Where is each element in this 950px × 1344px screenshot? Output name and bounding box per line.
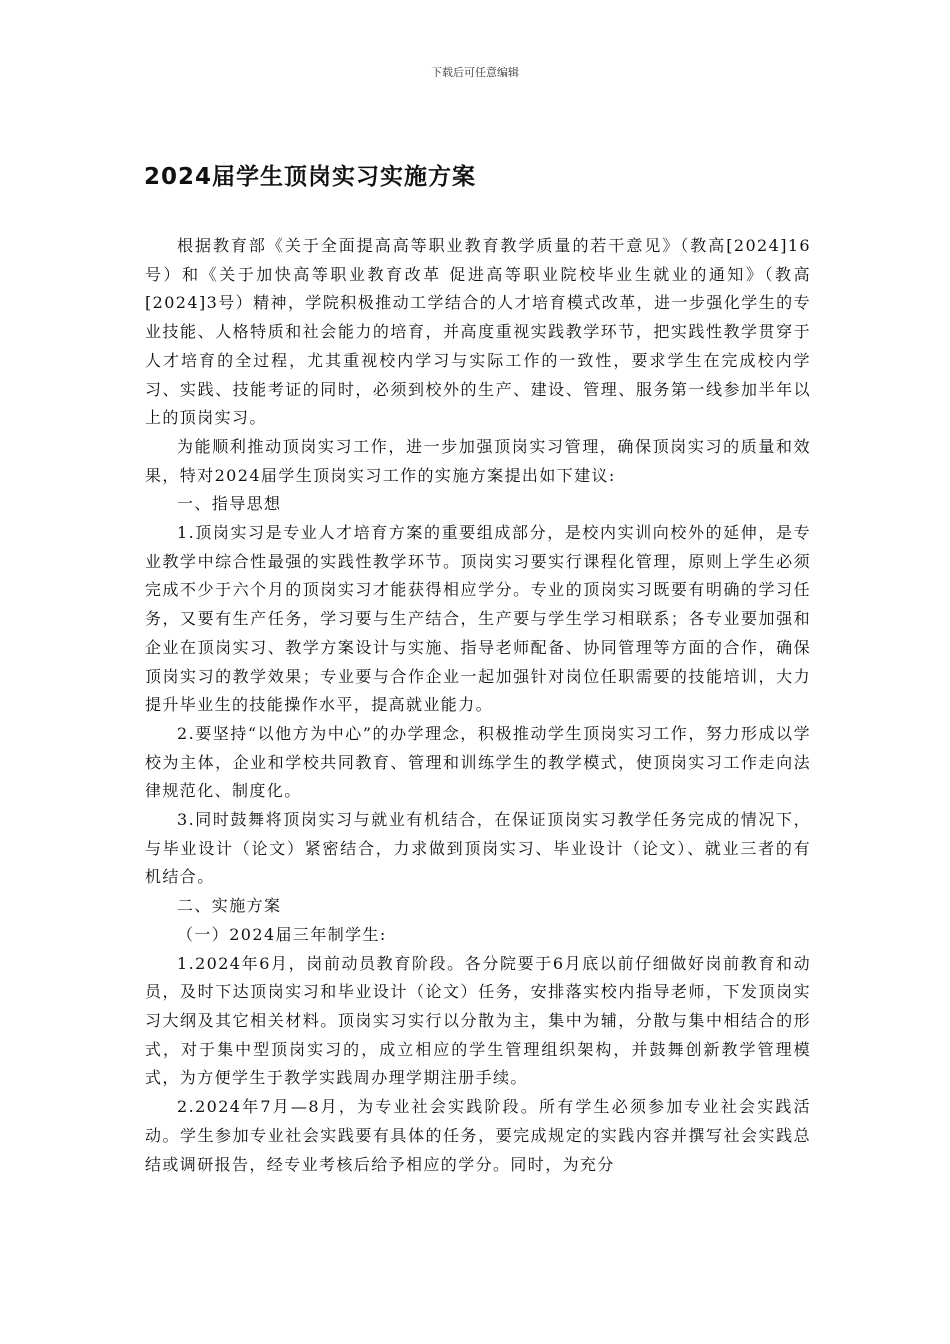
document-title: 2024届学生顶岗实习实施方案 [144,164,477,190]
section-heading-guiding-ideas: 一、指导思想 [177,494,282,514]
paragraph-item-3: 3.同时鼓舞将顶岗实习与就业有机结合，在保证顶岗实习教学任务完成的情况下，与毕业设计（论文）紧密结合，力求做到顶岗实习、毕业设计（论文）、就业三者的有机结合。 [145,810,811,887]
paragraph-item-2: 2.要坚持“以他方为中心”的办学理念，积极推动学生顶岗实习工作，努力形成以学校为主体，企业和学校共同教育、管理和训练学生的教学模式，使顶岗实习工作走向法律规范化、制度化。 [145,723,811,801]
paragraph-phase-1: 1.2024年6月，岗前动员教育阶段。各分院要于6月底以前仔细做好岗前教育和动员，及时下达顶岗实习和毕业设计（论文）任务，安排落实校内指导老师，下发顶岗实习大纲及其它相关材料。顶岗实习实行以分散为主，集中为辅，分散与集中相结合的形式，对于集中型顶岗实习的，成立相应的学生管理组织架构，并鼓舞创新教学管理模式，为方便学生于教学实践周办理学期注册手续。 [145,953,811,1088]
document-body [145,232,811,1179]
section-heading-implementation: 二、实施方案 [177,896,282,916]
paragraph-purpose: 为能顺利推动顶岗实习工作，进一步加强顶岗实习管理，确保顶岗实习的质量和效果，特对2024届学生顶岗实习工作的实施方案提出如下建议: [145,436,811,485]
subsection-heading-three-year: （一）2024届三年制学生: [177,924,387,944]
paragraph-intro: 根据教育部《关于全面提高高等职业教育教学质量的若干意见》（教高[2024]16号）和《关于加快高等职业教育改革 促进高等职业院校毕业生就业的通知》（教高[2024]3号）精神，学院积极推动工学结合的人才培育模式改革，进一步强化学生的专业技能、人格特质和社会能力的培育，并高度重视实践教学环节，把实践性教学贯穿于人才培育的全过程，尤其重视校内学习与实际工作的一致性，要求学生在完成校内学习、实践、技能考证的同时，必须到校外的生产、建设、管理、服务第一线参加半年以上的顶岗实习。 [145,236,811,428]
page-header-note: 下载后可任意编辑 [431,66,519,79]
paragraph-phase-2: 2.2024年7月—8月，为专业社会实践阶段。所有学生必须参加专业社会实践活动。学生参加专业社会实践要有具体的任务，要完成规定的实践内容并撰写社会实践总结或调研报告，经专业考核后给予相应的学分。同时，为充分 [145,1097,811,1174]
paragraph-item-1: 1.顶岗实习是专业人才培育方案的重要组成部分，是校内实训向校外的延伸，是专业教学中综合性最强的实践性教学环节。顶岗实习要实行课程化管理，原则上学生必须完成不少于六个月的顶岗实习才能获得相应学分。专业的顶岗实习既要有明确的学习任务，又要有生产任务，学习要与生产结合，生产要与学生学习相联系；各专业要加强和企业在顶岗实习、教学方案设计与实施、指导老师配备、协同管理等方面的合作，确保顶岗实习的教学效果；专业要与合作企业一起加强针对岗位任职需要的技能培训，大力提升毕业生的技能操作水平，提高就业能力。 [145,523,811,715]
